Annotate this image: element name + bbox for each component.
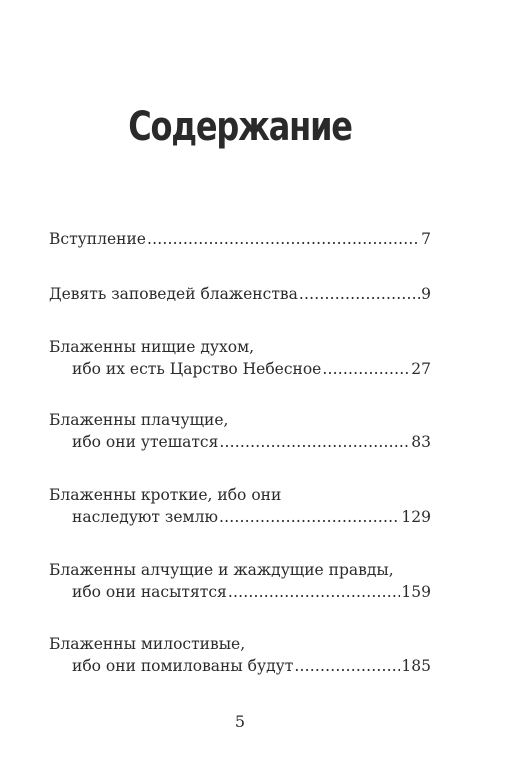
toc-line xyxy=(49,228,431,250)
toc-line xyxy=(49,431,431,453)
toc-entry-subtitle: наследуют землю xyxy=(72,508,218,526)
toc-entry-title: Блаженны милостивые, xyxy=(49,635,246,653)
toc-line xyxy=(49,484,431,506)
toc-page-number: 185 xyxy=(401,657,431,675)
toc-line xyxy=(49,409,431,431)
dot-leader xyxy=(147,228,420,250)
toc-entry-subtitle: ибо они помилованы будут xyxy=(72,657,294,675)
toc-line xyxy=(49,336,431,358)
toc-entry-title: Девять заповедей блаженства xyxy=(49,285,298,303)
toc-entry-title: Блаженны алчущие и жаждущие правды, xyxy=(49,561,394,579)
toc-entry-title: Блаженны кроткие, ибо они xyxy=(49,486,282,504)
page-title: Содержание xyxy=(128,104,352,150)
toc-page-number: 27 xyxy=(411,360,431,378)
toc-entry-title: Блаженны плачущие, xyxy=(49,411,229,429)
toc-page-number: 83 xyxy=(411,433,431,451)
toc-entry[interactable] xyxy=(49,633,431,677)
toc-page-number: 129 xyxy=(401,508,431,526)
toc-line xyxy=(49,283,431,305)
toc-page-number: 7 xyxy=(421,230,431,248)
toc-entry-subtitle: ибо их есть Царство Небесное xyxy=(72,360,322,378)
toc-entry-subtitle: ибо они утешатся xyxy=(72,433,219,451)
page-number: 5 xyxy=(234,712,246,731)
dot-leader xyxy=(219,431,410,453)
dot-leader xyxy=(228,581,401,603)
toc-line xyxy=(49,581,431,603)
toc-line xyxy=(49,559,431,581)
dot-leader xyxy=(294,655,400,677)
toc-entry[interactable] xyxy=(49,559,431,603)
toc-line xyxy=(49,506,431,528)
toc-entry[interactable] xyxy=(49,409,431,453)
toc-line xyxy=(49,655,431,677)
toc-entry[interactable] xyxy=(49,484,431,528)
dot-leader xyxy=(299,283,420,305)
toc-page-number: 9 xyxy=(421,285,431,303)
toc-entry-title: Вступление xyxy=(49,230,146,248)
toc-entry[interactable] xyxy=(49,283,431,305)
toc-entry[interactable] xyxy=(49,336,431,380)
toc-page-number: 159 xyxy=(401,583,431,601)
toc-entry[interactable] xyxy=(49,228,431,250)
toc-entry-title: Блаженны нищие духом, xyxy=(49,338,255,356)
toc-line xyxy=(49,358,431,380)
toc-line xyxy=(49,633,431,655)
toc-entry-subtitle: ибо они насытятся xyxy=(72,583,227,601)
dot-leader xyxy=(219,506,400,528)
dot-leader xyxy=(322,358,410,380)
